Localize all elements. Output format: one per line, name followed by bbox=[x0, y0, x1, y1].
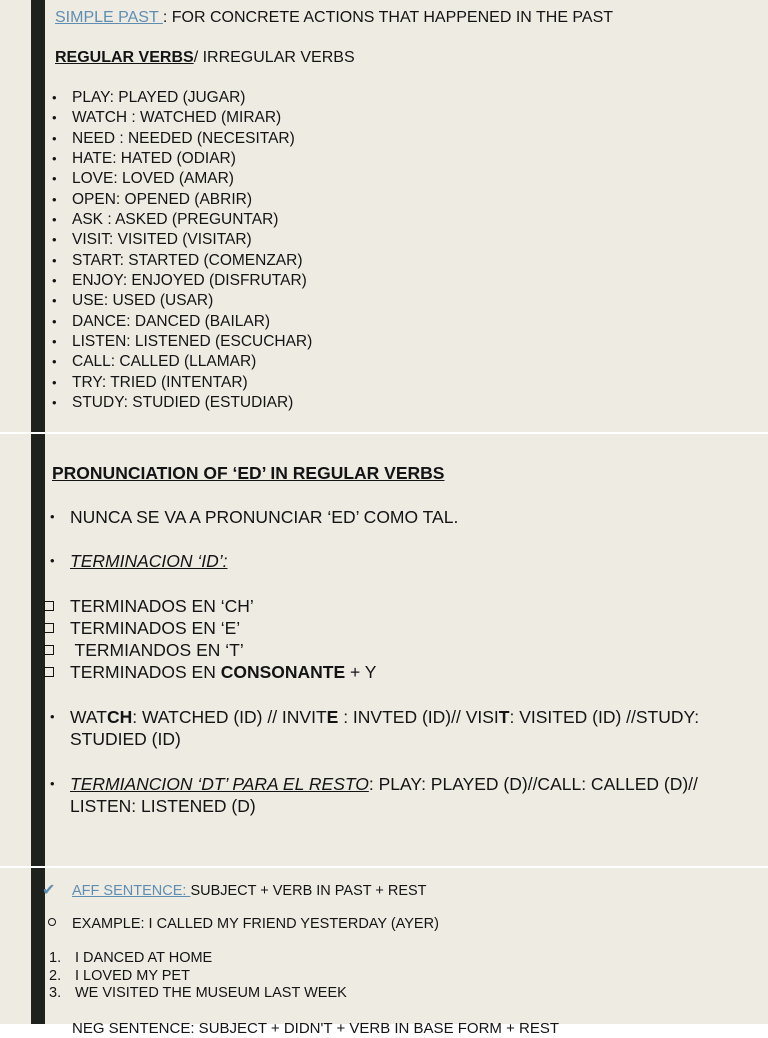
check-item-text: + Y bbox=[345, 662, 377, 682]
verb-list-item: • TRY: TRIED (INTENTAR) bbox=[52, 373, 312, 393]
verb-list-item: • OPEN: OPENED (ABRIR) bbox=[52, 190, 312, 210]
bullet-dot-icon: • bbox=[50, 776, 55, 791]
bullet-dot-icon: • bbox=[50, 553, 55, 568]
regular-verbs-list bbox=[52, 88, 312, 414]
verb-list-item: • HATE: HATED (ODIAR) bbox=[52, 149, 312, 169]
bullet-dot-icon: • bbox=[50, 709, 55, 724]
slide-side-bar bbox=[31, 0, 45, 432]
circle-bullet-icon bbox=[48, 918, 56, 926]
verb-list-item: • PLAY: PLAYED (JUGAR) bbox=[52, 88, 312, 108]
verb-list-item: • ENJOY: ENJOYED (DISFRUTAR) bbox=[52, 271, 312, 291]
irregular-verbs-heading: / IRREGULAR VERBS bbox=[193, 49, 355, 66]
verb-list-item: • LISTEN: LISTENED (ESCUCHAR) bbox=[52, 332, 312, 352]
checkbox-icon bbox=[44, 667, 54, 677]
aff-sentence-line bbox=[72, 882, 427, 900]
check-item-ch bbox=[44, 595, 254, 617]
checkmark-icon: ✔ bbox=[42, 882, 56, 899]
verb-list-item: • LOVE: LOVED (AMAR) bbox=[52, 169, 312, 189]
item-text: I LOVED MY PET bbox=[75, 967, 190, 984]
check-item-text: TERMINADOS EN ‘E’ bbox=[70, 618, 241, 638]
slide-subtitle bbox=[55, 48, 355, 68]
verb-list-item: • USE: USED (USAR) bbox=[52, 291, 312, 311]
example-sentences-list bbox=[49, 950, 347, 1003]
bullet-text: NUNCA SE VA A PRONUNCIAR ‘ED’ COMO TAL. bbox=[70, 507, 459, 527]
bullet-examples bbox=[50, 706, 740, 750]
examples-text: WATCH: WATCHED (ID) // INVITE : INVTED (ID)// VISIT: VISITED (ID) //STUDY: STUDIED (ID) bbox=[70, 707, 700, 749]
aff-sentence-label: AFF SENTENCE: bbox=[72, 883, 191, 899]
verb-list-item: • VISIT: VISITED (VISITAR) bbox=[52, 230, 312, 250]
regular-verbs-heading: REGULAR VERBS bbox=[55, 49, 194, 66]
dt-rest-heading: TERMIANCION ‘DT’ PARA EL RESTO bbox=[70, 774, 369, 794]
check-item-text: TERMIANDOS EN ‘T’ bbox=[70, 640, 244, 660]
check-item-t bbox=[44, 639, 244, 661]
id-ending-heading: TERMINACION ‘ID’: bbox=[70, 551, 228, 571]
simple-past-label: SIMPLE PAST bbox=[55, 9, 163, 26]
simple-past-definition: : FOR CONCRETE ACTIONS THAT HAPPENED IN THE PAST bbox=[162, 9, 614, 26]
checkbox-icon bbox=[44, 623, 54, 633]
bullet-dt-rest bbox=[50, 773, 740, 817]
consonante-bold: CONSONANTE bbox=[220, 662, 346, 682]
neg-sentence-line-partial: NEG SENTENCE: SUBJECT + DIDN'T + VERB IN BASE FORM + REST bbox=[72, 1020, 559, 1037]
check-item-text: TERMINADOS EN ‘CH’ bbox=[70, 596, 254, 616]
verb-list-item: • DANCE: DANCED (BAILAR) bbox=[52, 312, 312, 332]
slide-side-bar bbox=[31, 434, 45, 866]
verb-list-item: • NEED : NEEDED (NECESITAR) bbox=[52, 129, 312, 149]
example-sentence-item bbox=[49, 968, 347, 986]
item-number: 2. bbox=[49, 967, 62, 984]
check-item-e bbox=[44, 617, 240, 639]
check-item-text: TERMINADOS EN bbox=[70, 662, 221, 682]
check-item-consonant-y bbox=[44, 661, 376, 683]
checkbox-icon bbox=[44, 601, 54, 611]
verb-list-item: • WATCH : WATCHED (MIRAR) bbox=[52, 108, 312, 128]
bullet-dot-icon: • bbox=[50, 509, 55, 524]
slide-title bbox=[55, 8, 613, 28]
item-number: 3. bbox=[49, 985, 62, 1001]
item-number: 1. bbox=[49, 950, 62, 966]
slide-simple-past bbox=[0, 0, 768, 432]
verb-list-item: • ASK : ASKED (PREGUNTAR) bbox=[52, 210, 312, 230]
example-line: EXAMPLE: I CALLED MY FRIEND YESTERDAY (AYER) bbox=[72, 916, 439, 932]
verb-list-item: • CALL: CALLED (LLAMAR) bbox=[52, 352, 312, 372]
dt-rest-examples: : PLAY: PLAYED (D)//CALL: CALLED (D)// LISTEN: LISTENED (D) bbox=[70, 774, 698, 816]
pronunciation-title: PRONUNCIATION OF ‘ED’ IN REGULAR VERBS bbox=[52, 463, 445, 483]
aff-sentence-formula: SUBJECT + VERB IN PAST + REST bbox=[190, 883, 427, 899]
example-sentence-item bbox=[49, 950, 347, 968]
slide-affirmative bbox=[0, 868, 768, 1037]
verb-list-item: • START: STARTED (COMENZAR) bbox=[52, 251, 312, 271]
dt-rest-text bbox=[70, 773, 740, 817]
checkbox-icon bbox=[44, 645, 54, 655]
verb-list-item: • STUDY: STUDIED (ESTUDIAR) bbox=[52, 393, 312, 413]
slide-pronunciation bbox=[0, 434, 768, 866]
item-text: I DANCED AT HOME bbox=[75, 950, 213, 966]
example-sentence-item bbox=[49, 985, 347, 1003]
item-text: WE VISITED THE MUSEUM LAST WEEK bbox=[75, 985, 347, 1001]
